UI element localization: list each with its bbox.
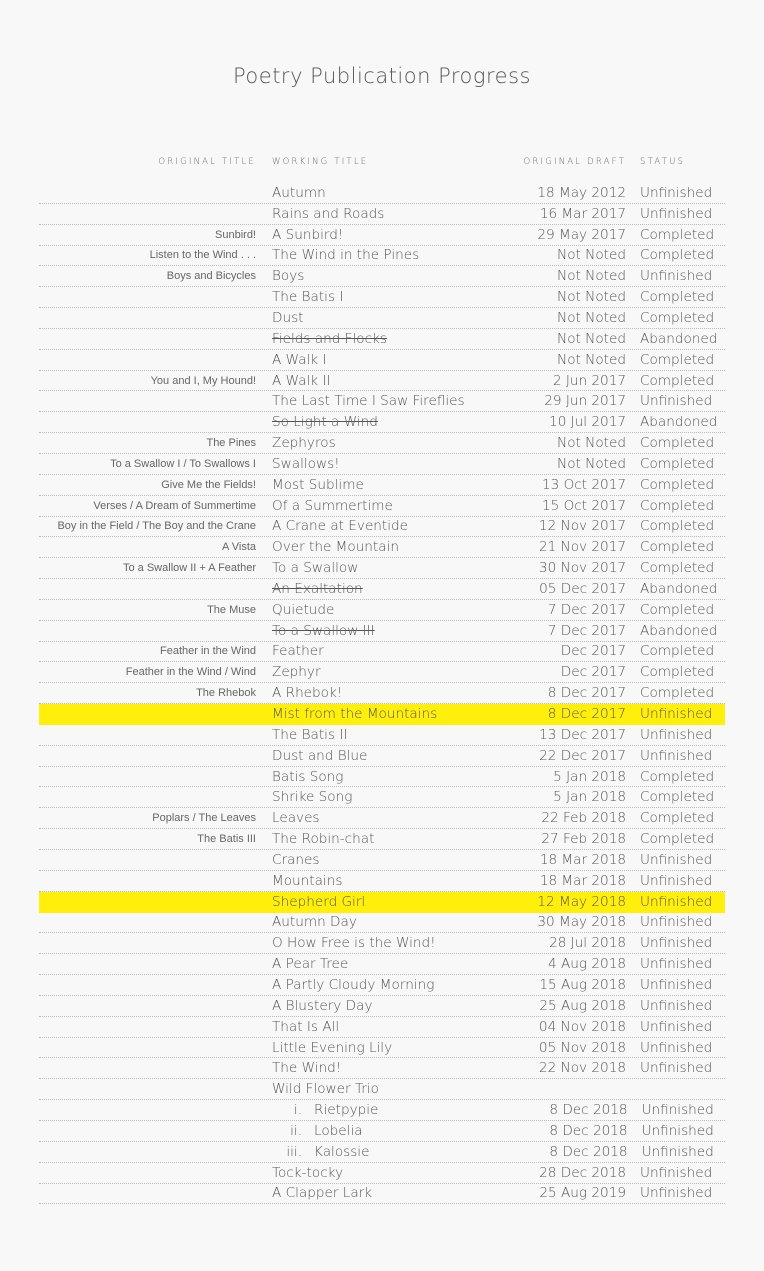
status-cell: Unfinished bbox=[640, 393, 713, 410]
status-cell: Unfinished bbox=[640, 872, 713, 889]
original-draft-cell: 30 May 2018 bbox=[537, 914, 626, 931]
original-draft-cell: 27 Feb 2018 bbox=[541, 831, 626, 848]
status-cell: Completed bbox=[640, 643, 715, 660]
working-title-cell bbox=[272, 831, 502, 847]
working-title-cell bbox=[272, 914, 502, 930]
status-cell: Completed bbox=[640, 372, 715, 389]
sub-item-numeral: i. bbox=[293, 1102, 303, 1119]
table-row bbox=[39, 600, 725, 621]
status-cell: Unfinished bbox=[640, 205, 713, 222]
working-title-cell bbox=[272, 852, 502, 868]
working-title-cell bbox=[272, 873, 502, 889]
original-draft-cell: 8 Dec 2017 bbox=[547, 706, 626, 723]
table-row bbox=[39, 517, 725, 538]
working-title-cell bbox=[272, 685, 502, 701]
working-title-cell bbox=[272, 498, 502, 514]
working-title-text: Kalossie bbox=[314, 1143, 370, 1160]
original-title-cell: Give Me the Fields! bbox=[161, 478, 256, 491]
original-draft-cell: 13 Oct 2017 bbox=[541, 476, 626, 493]
working-title-cell bbox=[272, 1185, 502, 1201]
table-row bbox=[39, 246, 725, 267]
working-title-cell bbox=[272, 1060, 502, 1076]
status-cell: Completed bbox=[640, 685, 715, 702]
working-title-cell bbox=[272, 998, 502, 1014]
original-title-cell: The Muse bbox=[207, 603, 256, 616]
working-title-text: Cranes bbox=[272, 851, 320, 868]
table-row bbox=[39, 1142, 725, 1163]
working-title-text: Batis Song bbox=[272, 768, 344, 785]
original-draft-cell: Not Noted bbox=[557, 455, 626, 472]
status-cell: Completed bbox=[640, 518, 715, 535]
table-row bbox=[39, 1184, 725, 1205]
table-row bbox=[39, 1058, 725, 1079]
status-cell: Unfinished bbox=[640, 1039, 713, 1056]
status-cell: Completed bbox=[640, 455, 715, 472]
working-title-cell bbox=[268, 1102, 506, 1118]
working-title-text: A Rhebok! bbox=[272, 685, 343, 702]
original-draft-cell: 5 Jan 2018 bbox=[553, 789, 626, 806]
status-cell: Unfinished bbox=[640, 726, 713, 743]
working-title-text: Tock-tocky bbox=[272, 1164, 344, 1181]
original-draft-cell: 28 Dec 2018 bbox=[539, 1164, 626, 1181]
table-row bbox=[39, 767, 725, 788]
original-title-cell: You and I, My Hound! bbox=[150, 374, 256, 387]
status-cell: Unfinished bbox=[640, 1018, 713, 1035]
table-row bbox=[39, 746, 725, 767]
table-row bbox=[39, 433, 725, 454]
table-row bbox=[39, 1121, 725, 1142]
working-title-text: The Last Time I Saw Fireflies bbox=[272, 393, 465, 410]
working-title-text: Autumn Day bbox=[272, 914, 357, 931]
working-title-cell bbox=[272, 581, 502, 597]
working-title-text: Lobelia bbox=[314, 1122, 363, 1139]
working-title-cell bbox=[268, 1123, 506, 1139]
page-title: Poetry Publication Progress bbox=[233, 64, 531, 88]
status-cell: Completed bbox=[640, 768, 715, 785]
working-title-cell bbox=[272, 185, 502, 201]
original-draft-cell: Dec 2017 bbox=[560, 664, 626, 681]
table-row bbox=[39, 1100, 725, 1121]
working-title-text: Little Evening Lily bbox=[272, 1039, 393, 1056]
original-title-cell: To a Swallow II + A Feather bbox=[123, 562, 256, 575]
working-title-cell bbox=[272, 789, 502, 805]
table-row bbox=[39, 287, 725, 308]
status-cell: Unfinished bbox=[640, 914, 713, 931]
working-title-text: A Crane at Eventide bbox=[272, 518, 409, 535]
sub-item-numeral: ii. bbox=[290, 1122, 303, 1139]
sub-item-numeral: iii. bbox=[286, 1143, 303, 1160]
working-title-cell bbox=[272, 373, 502, 389]
working-title-cell bbox=[272, 748, 502, 764]
working-title-text: Fields and Flocks bbox=[272, 330, 388, 347]
working-title-text: Zephyr bbox=[272, 664, 321, 681]
table-row bbox=[39, 996, 725, 1017]
status-cell: Completed bbox=[640, 831, 715, 848]
original-draft-cell: Not Noted bbox=[557, 309, 626, 326]
working-title-cell bbox=[272, 727, 502, 743]
working-title-cell bbox=[272, 664, 502, 680]
table-row bbox=[39, 954, 725, 975]
original-title-cell: The Batis III bbox=[197, 833, 256, 846]
original-draft-cell: Not Noted bbox=[557, 435, 626, 452]
status-cell: Completed bbox=[640, 289, 715, 306]
working-title-text: A Blustery Day bbox=[272, 997, 373, 1014]
status-cell: Completed bbox=[640, 226, 715, 243]
table-row bbox=[39, 350, 725, 371]
working-title-cell bbox=[272, 769, 502, 785]
original-draft-cell: 25 Aug 2018 bbox=[539, 997, 626, 1014]
original-draft-cell: 18 Mar 2018 bbox=[539, 872, 626, 889]
working-title-cell bbox=[272, 935, 502, 951]
working-title-text: Quietude bbox=[272, 601, 335, 618]
working-title-text: The Batis I bbox=[272, 289, 344, 306]
table-row bbox=[39, 662, 725, 683]
header-working-title: WORKING TITLE bbox=[272, 157, 369, 167]
working-title-cell bbox=[272, 393, 502, 409]
original-draft-cell: 13 Dec 2017 bbox=[539, 726, 626, 743]
status-cell: Unfinished bbox=[640, 1164, 713, 1181]
table-row bbox=[39, 496, 725, 517]
working-title-cell bbox=[272, 289, 502, 305]
working-title-text: A Walk II bbox=[272, 372, 331, 389]
original-draft-cell: 2 Jun 2017 bbox=[552, 372, 626, 389]
working-title-cell bbox=[268, 1144, 506, 1160]
status-cell: Unfinished bbox=[640, 747, 713, 764]
status-cell: Unfinished bbox=[641, 1122, 714, 1139]
original-draft-cell: 30 Nov 2017 bbox=[538, 560, 626, 577]
working-title-cell bbox=[272, 1040, 502, 1056]
working-title-cell bbox=[272, 977, 502, 993]
table-row bbox=[39, 391, 725, 412]
working-title-cell bbox=[272, 956, 502, 972]
table-row bbox=[39, 558, 725, 579]
working-title-text: Mist from the Mountains bbox=[272, 706, 438, 723]
original-draft-cell: Not Noted bbox=[557, 330, 626, 347]
status-cell: Unfinished bbox=[640, 1060, 713, 1077]
status-cell: Completed bbox=[640, 539, 715, 556]
status-cell: Completed bbox=[640, 476, 715, 493]
table-row bbox=[39, 204, 725, 225]
working-title-text: Zephyros bbox=[272, 435, 336, 452]
table-row bbox=[39, 475, 725, 496]
original-title-cell: Sunbird! bbox=[215, 228, 256, 241]
original-title-cell: Listen to the Wind . . . bbox=[149, 249, 256, 262]
status-cell: Abandoned bbox=[640, 414, 718, 431]
working-title-cell bbox=[272, 247, 502, 263]
original-draft-cell: Not Noted bbox=[557, 351, 626, 368]
status-cell: Completed bbox=[640, 664, 715, 681]
working-title-cell bbox=[272, 435, 502, 451]
original-draft-cell: 7 Dec 2017 bbox=[547, 601, 626, 618]
working-title-cell bbox=[272, 518, 502, 534]
status-cell: Unfinished bbox=[640, 184, 713, 201]
working-title-cell bbox=[272, 477, 502, 493]
status-cell: Abandoned bbox=[640, 330, 718, 347]
working-title-cell bbox=[272, 1081, 502, 1097]
table-row bbox=[39, 1079, 725, 1100]
table-row-highlighted bbox=[39, 892, 725, 913]
original-draft-cell: 28 Jul 2018 bbox=[549, 935, 626, 952]
working-title-cell bbox=[272, 414, 502, 430]
original-draft-cell: 15 Aug 2018 bbox=[539, 976, 626, 993]
working-title-text: The Batis II bbox=[272, 726, 348, 743]
working-title-text: Rietpypie bbox=[314, 1102, 379, 1119]
original-draft-cell: 18 May 2012 bbox=[537, 184, 626, 201]
status-cell: Unfinished bbox=[641, 1102, 714, 1119]
table-row bbox=[39, 850, 725, 871]
table-row bbox=[39, 329, 725, 350]
table-row bbox=[39, 1038, 725, 1059]
working-title-cell bbox=[272, 331, 502, 347]
working-title-cell bbox=[272, 560, 502, 576]
status-cell: Unfinished bbox=[640, 976, 713, 993]
status-cell: Unfinished bbox=[640, 851, 713, 868]
original-draft-cell: 05 Dec 2017 bbox=[539, 580, 626, 597]
original-draft-cell: 8 Dec 2018 bbox=[549, 1122, 628, 1139]
working-title-text: Most Sublime bbox=[272, 476, 364, 493]
table-header bbox=[39, 151, 725, 173]
original-title-cell: Poplars / The Leaves bbox=[152, 812, 256, 825]
status-cell: Completed bbox=[640, 247, 715, 264]
working-title-text: Dust bbox=[272, 309, 304, 326]
status-cell: Unfinished bbox=[640, 997, 713, 1014]
original-draft-cell: 29 Jun 2017 bbox=[544, 393, 626, 410]
working-title-text: The Robin-chat bbox=[272, 831, 375, 848]
working-title-cell bbox=[272, 352, 502, 368]
original-draft-cell: 21 Nov 2017 bbox=[538, 539, 626, 556]
table-row bbox=[39, 913, 725, 934]
working-title-text: A Clapper Lark bbox=[272, 1185, 373, 1202]
original-draft-cell: 12 Nov 2017 bbox=[538, 518, 626, 535]
working-title-cell bbox=[272, 310, 502, 326]
table-row bbox=[39, 933, 725, 954]
working-title-text: Rains and Roads bbox=[272, 205, 385, 222]
working-title-cell bbox=[272, 1019, 502, 1035]
original-draft-cell: 29 May 2017 bbox=[537, 226, 626, 243]
table-row bbox=[39, 183, 725, 204]
original-draft-cell: Not Noted bbox=[557, 268, 626, 285]
status-cell: Completed bbox=[640, 309, 715, 326]
original-draft-cell: 18 Mar 2018 bbox=[539, 851, 626, 868]
working-title-text: Autumn bbox=[272, 184, 326, 201]
working-title-text: Feather bbox=[272, 643, 324, 660]
table-row bbox=[39, 829, 725, 850]
working-title-text: Boys bbox=[272, 268, 305, 285]
table-row bbox=[39, 621, 725, 642]
status-cell: Completed bbox=[640, 810, 715, 827]
original-draft-cell: 15 Oct 2017 bbox=[541, 497, 626, 514]
table-row bbox=[39, 871, 725, 892]
status-cell: Abandoned bbox=[640, 580, 718, 597]
table-row bbox=[39, 725, 725, 746]
working-title-cell bbox=[272, 810, 502, 826]
status-cell: Completed bbox=[640, 351, 715, 368]
table-row-highlighted bbox=[39, 704, 725, 725]
original-draft-cell: 7 Dec 2017 bbox=[547, 622, 626, 639]
original-draft-cell: 10 Jul 2017 bbox=[549, 414, 626, 431]
status-cell: Unfinished bbox=[640, 1185, 713, 1202]
table-row bbox=[39, 1017, 725, 1038]
working-title-cell bbox=[272, 268, 502, 284]
original-title-cell: A Vista bbox=[221, 541, 256, 554]
original-draft-cell: 8 Dec 2018 bbox=[549, 1102, 628, 1119]
working-title-text: Of a Summertime bbox=[272, 497, 393, 514]
original-title-cell: Boys and Bicycles bbox=[166, 270, 256, 283]
working-title-text: The Wind! bbox=[272, 1060, 342, 1077]
working-title-cell bbox=[272, 456, 502, 472]
original-title-cell: Feather in the Wind bbox=[160, 645, 256, 658]
working-title-cell bbox=[272, 539, 502, 555]
original-title-cell: Verses / A Dream of Summertime bbox=[93, 499, 256, 512]
working-title-cell bbox=[272, 1165, 502, 1181]
status-cell: Unfinished bbox=[640, 935, 713, 952]
working-title-text: Mountains bbox=[272, 872, 343, 889]
working-title-text: To a Swallow III bbox=[272, 622, 375, 639]
working-title-cell bbox=[272, 706, 502, 722]
original-title-cell: The Pines bbox=[206, 437, 256, 450]
working-title-text: Leaves bbox=[272, 810, 320, 827]
working-title-cell bbox=[272, 227, 502, 243]
table-row bbox=[39, 1163, 725, 1184]
original-draft-cell: 8 Dec 2018 bbox=[549, 1143, 628, 1160]
table-row bbox=[39, 642, 725, 663]
original-title-cell: The Rhebok bbox=[196, 687, 256, 700]
header-original-title: ORIGINAL TITLE bbox=[158, 157, 256, 167]
table-row bbox=[39, 579, 725, 600]
working-title-cell bbox=[272, 623, 502, 639]
original-draft-cell: 5 Jan 2018 bbox=[553, 768, 626, 785]
original-draft-cell: 22 Nov 2018 bbox=[538, 1060, 626, 1077]
original-draft-cell: 8 Dec 2017 bbox=[547, 685, 626, 702]
working-title-text: To a Swallow bbox=[272, 560, 359, 577]
original-draft-cell: Not Noted bbox=[557, 289, 626, 306]
working-title-text: A Walk I bbox=[272, 351, 327, 368]
working-title-text: Shepherd Girl bbox=[272, 893, 366, 910]
working-title-text: Dust and Blue bbox=[272, 747, 368, 764]
original-title-cell: To a Swallow I / To Swallows I bbox=[110, 457, 256, 470]
table-row bbox=[39, 808, 725, 829]
original-draft-cell: 04 Nov 2018 bbox=[538, 1018, 626, 1035]
working-title-cell bbox=[272, 643, 502, 659]
status-cell: Abandoned bbox=[640, 622, 718, 639]
status-cell: Completed bbox=[640, 789, 715, 806]
working-title-cell bbox=[272, 206, 502, 222]
original-draft-cell: 16 Mar 2017 bbox=[539, 205, 626, 222]
working-title-text: Shrike Song bbox=[272, 789, 353, 806]
working-title-text: So Light a Wind bbox=[272, 414, 378, 431]
status-cell: Completed bbox=[640, 560, 715, 577]
original-draft-cell: 4 Aug 2018 bbox=[548, 956, 626, 973]
original-draft-cell: Dec 2017 bbox=[560, 643, 626, 660]
original-draft-cell: 05 Nov 2018 bbox=[538, 1039, 626, 1056]
status-cell: Unfinished bbox=[640, 706, 713, 723]
working-title-text: A Pear Tree bbox=[272, 956, 349, 973]
working-title-text: The Wind in the Pines bbox=[272, 247, 420, 264]
working-title-text: Over the Mountain bbox=[272, 539, 399, 556]
table-row bbox=[39, 266, 725, 287]
status-cell: Completed bbox=[640, 435, 715, 452]
status-cell: Unfinished bbox=[640, 893, 713, 910]
status-cell: Unfinished bbox=[640, 268, 713, 285]
header-original-draft: ORIGINAL DRAFT bbox=[523, 157, 626, 167]
table-row bbox=[39, 308, 725, 329]
working-title-text: Wild Flower Trio bbox=[272, 1081, 379, 1098]
table-row bbox=[39, 454, 725, 475]
status-cell: Unfinished bbox=[640, 956, 713, 973]
table-row bbox=[39, 412, 725, 433]
original-draft-cell: 22 Feb 2018 bbox=[541, 810, 626, 827]
table-body bbox=[39, 183, 725, 1204]
working-title-cell bbox=[272, 602, 502, 618]
working-title-text: A Sunbird! bbox=[272, 226, 344, 243]
table-row bbox=[39, 975, 725, 996]
working-title-text: Swallows! bbox=[272, 455, 340, 472]
table-row bbox=[39, 537, 725, 558]
status-cell: Completed bbox=[640, 601, 715, 618]
original-draft-cell: 25 Aug 2019 bbox=[539, 1185, 626, 1202]
original-title-cell: Feather in the Wind / Wind bbox=[125, 666, 256, 679]
working-title-text: O How Free is the Wind! bbox=[272, 935, 436, 952]
working-title-cell bbox=[272, 894, 502, 910]
original-draft-cell: 12 May 2018 bbox=[537, 893, 626, 910]
table-row bbox=[39, 371, 725, 392]
table-row bbox=[39, 787, 725, 808]
table-row bbox=[39, 683, 725, 704]
original-draft-cell: Not Noted bbox=[557, 247, 626, 264]
working-title-text: A Partly Cloudy Morning bbox=[272, 976, 435, 993]
status-cell: Unfinished bbox=[641, 1143, 714, 1160]
status-cell: Completed bbox=[640, 497, 715, 514]
header-status: STATUS bbox=[640, 157, 686, 167]
poetry-table bbox=[39, 151, 725, 1204]
working-title-text: An Exaltation bbox=[272, 580, 363, 597]
original-title-cell: Boy in the Field / The Boy and the Crane bbox=[57, 520, 256, 533]
original-draft-cell: 22 Dec 2017 bbox=[539, 747, 626, 764]
table-row bbox=[39, 225, 725, 246]
working-title-text: That Is All bbox=[272, 1018, 340, 1035]
